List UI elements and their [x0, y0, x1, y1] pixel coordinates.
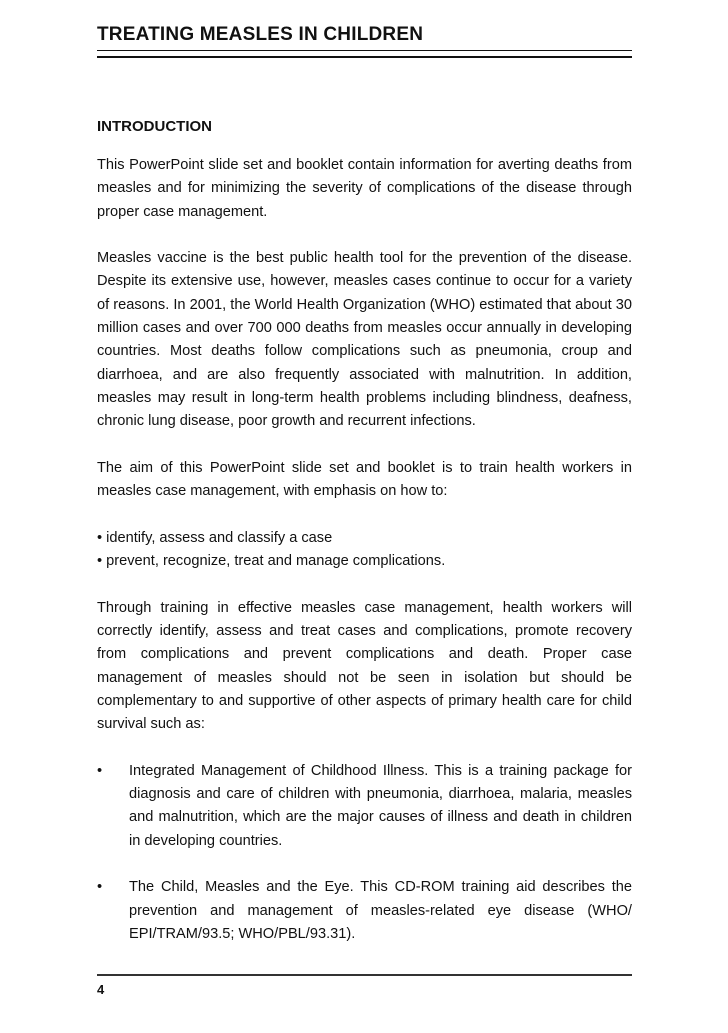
header-rule-thick — [97, 56, 632, 58]
page-number: 4 — [97, 982, 105, 997]
paragraph: Measles vaccine is the best public health tool for the prevention of the disease. Despite its extensive use, however, measles cases continue to occur for a variety of reasons. In 2001, the World Health Organization (WHO) estimated that about 30 million cases and over 700 000 deaths from measles occur annually in developing countries. Most deaths follow complications such as pneumonia, croup and diarrhoea, and are also frequently associated with malnutrition. In addition, measles may result in long-term health problems including blindness, deafness, chronic lung disease, poor growth and recurrent infections. — [97, 250, 632, 430]
program-text: The Child, Measles and the Eye. This CD-ROM training aid describes the prevention and management of measles-related eye disease (WHO/ EPI/TRAM/93.5; WHO/PBL/93.31). — [129, 879, 632, 942]
program-item — [97, 876, 632, 946]
bullet: • — [97, 879, 103, 896]
header-rule-thin — [97, 50, 632, 51]
page-body — [97, 115, 632, 969]
aims-list — [97, 527, 632, 574]
section-heading: INTRODUCTION — [97, 118, 212, 135]
paragraph: This PowerPoint slide set and booklet contain information for averting deaths from measles and for minimizing the severity of complications of the disease through proper case management. — [97, 157, 632, 220]
bullet: • — [97, 762, 103, 779]
program-text: Integrated Management of Childhood Illness. This is a training package for diagnosis and care of children with pneumonia, diarrhoea, malaria, measles and malnutrition, which are the major causes of illness and death in children in developing countries. — [129, 762, 632, 849]
list-item: • prevent, recognize, treat and manage complications. — [97, 553, 446, 570]
list-item: • identify, assess and classify a case — [97, 529, 333, 546]
paragraph: Through training in effective measles case management, health workers will correctly identify, assess and treat cases and complications, promote recovery from complications and prevent complications and death. Proper case management of measles should not be seen in isolation but should be complementary to and supportive of other aspects of primary health care for child survival such as: — [97, 599, 632, 733]
running-header-title: TREATING MEASLES IN CHILDREN — [97, 24, 424, 45]
program-item — [97, 760, 632, 853]
paragraph: The aim of this PowerPoint slide set and booklet is to train health workers in measles case management, with emphasis on how to: — [97, 459, 632, 500]
footer-rule — [97, 974, 632, 976]
